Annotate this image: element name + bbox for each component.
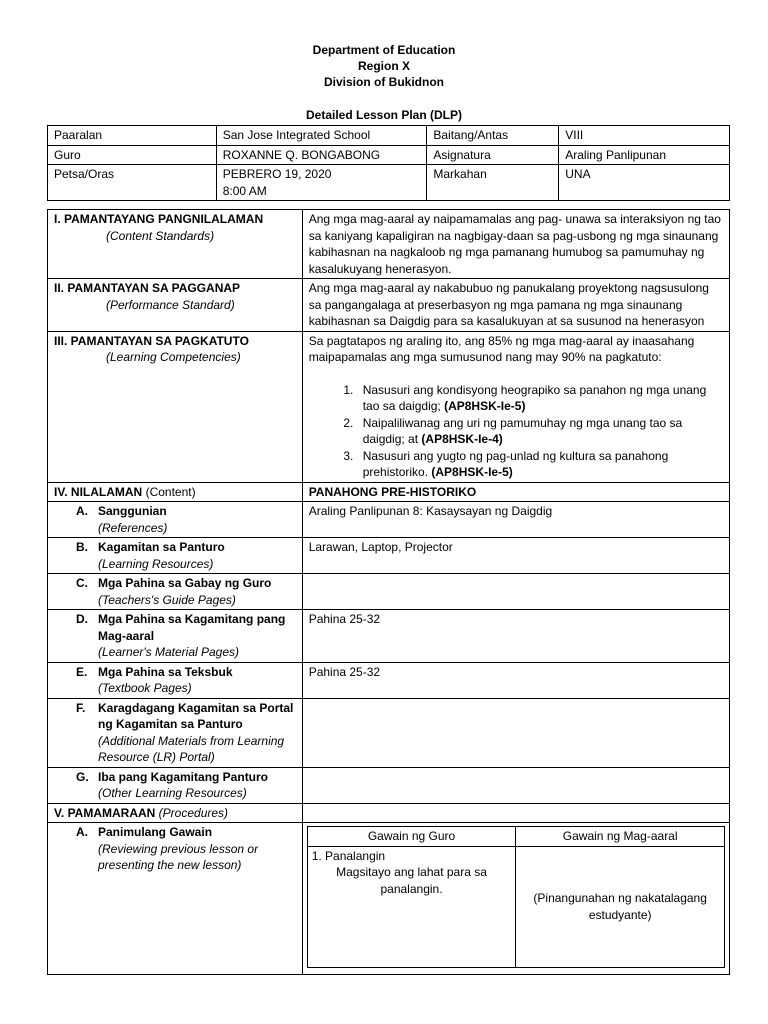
row-learning-competencies	[48, 331, 730, 482]
row-performance-standard	[48, 279, 730, 332]
procedure-activity-table	[307, 826, 725, 968]
item-letter: F.	[76, 700, 86, 715]
paaralan-value: San Jose Integrated School	[216, 126, 427, 146]
panimulang-gawain-title: Panimulang Gawain	[98, 825, 213, 839]
row-teachers-guide	[48, 574, 730, 610]
competency-code: (AP8HSK-Ie-4)	[421, 432, 503, 446]
additional-materials-title: Karagdagang Kagamitan sa Portal ng Kagamitan sa Panturo	[98, 700, 294, 731]
info-row-guro	[48, 145, 730, 165]
item-letter: C.	[76, 576, 88, 590]
item-letter: D.	[76, 612, 88, 626]
item-letter: G.	[76, 769, 89, 784]
section-5-subtitle: (Procedures)	[155, 805, 229, 820]
textbook-subtitle: (Textbook Pages)	[98, 681, 192, 695]
magaaral-step-text: (Pinangunahan ng nakatalagang estudyante)	[533, 891, 707, 922]
row-content	[48, 482, 730, 502]
references-value: Araling Panlipunan 8: Kasaysayan ng Daigdig	[302, 502, 729, 538]
document-header	[0, 42, 768, 90]
item-letter: A.	[76, 825, 88, 839]
markahan-value: UNA	[559, 165, 730, 201]
textbook-value: Pahina 25-32	[302, 662, 729, 698]
section-4-value: PANAHONG PRE-HISTORIKO	[302, 482, 729, 502]
learning-resources-subtitle: (Learning Resources)	[98, 556, 214, 571]
section-2-text: Ang mga mag-aaral ay nakabubuo ng panukalang proyektong nagsusulong sa pangangalaga at preserbasyon ng mga pamana ng mga sinaunang kabihasnan sa Daigdig para sa kasalukuyan at sa susunod na henerasyon	[302, 279, 729, 332]
section-4-title: IV. NILALAMAN	[54, 484, 143, 499]
teachers-guide-title: Mga Pahina sa Gabay ng Guro	[98, 576, 272, 590]
col-header-guro: Gawain ng Guro	[307, 827, 516, 847]
teachers-guide-subtitle: (Teachers's Guide Pages)	[98, 592, 236, 607]
additional-materials-subtitle: (Additional Materials from Learning Resource (LR) Portal)	[98, 733, 285, 764]
section-1-text: Ang mga mag-aaral ay naipamamalas ang pag- unawa sa interaksiyon ng tao sa kaniyang kapaligiran na nagbigay-daan sa pag-usbong ng mga sinaunang kabihasnan na nagkaloob ng mga pamanang humubog sa pamumuhay ng kasalukuyang henerasyon.	[302, 210, 729, 279]
asignatura-label: Asignatura	[427, 145, 559, 165]
baitang-value: VIII	[559, 126, 730, 146]
guro-step-text: Magsitayo ang lahat para sa panalangin.	[336, 865, 487, 896]
info-row-petsa	[48, 165, 730, 201]
petsa-date: PEBRERO 19, 2020	[222, 167, 332, 181]
division-name: Division of Bukidnon	[324, 75, 444, 89]
item-letter: E.	[76, 664, 88, 679]
section-5-title: V. PAMAMARAAN	[54, 805, 156, 820]
petsa-value	[216, 165, 427, 201]
row-additional-materials	[48, 698, 730, 767]
learners-material-title: Mga Pahina sa Kagamitang pang Mag-aaral	[98, 612, 286, 643]
other-resources-title: Iba pang Kagamitang Panturo	[98, 769, 269, 784]
panimulang-gawain-subtitle: (Reviewing previous lesson or presenting the new lesson)	[98, 841, 259, 872]
info-table	[47, 125, 730, 201]
section-3-subtitle: (Learning Competencies)	[106, 350, 241, 364]
guro-value: ROXANNE Q. BONGABONG	[216, 145, 427, 165]
references-title: Sanggunian	[98, 504, 167, 518]
info-row-paaralan	[48, 126, 730, 146]
section-3-title: III. PAMANTAYAN SA PAGKATUTO	[54, 333, 249, 348]
lesson-plan-table	[47, 209, 730, 975]
other-resources-subtitle: (Other Learning Resources)	[98, 786, 247, 800]
learning-resources-value: Larawan, Laptop, Projector	[302, 538, 729, 574]
paaralan-label: Paaralan	[48, 126, 217, 146]
section-4-subtitle: (Content)	[142, 484, 196, 499]
competency-item: 3. Nasusuri ang yugto ng pag-unlad ng kultura sa panahong prehistoriko. (AP8HSK-Ie-5)	[357, 448, 723, 481]
competency-item: 2. Naipaliliwanag ang uri ng pamumuhay ng mga unang tao sa daigdig; at (AP8HSK-Ie-4)	[357, 415, 723, 448]
competency-code: (AP8HSK-Ie-5)	[444, 399, 526, 413]
dlp-title: Detailed Lesson Plan (DLP)	[305, 108, 463, 122]
row-panimulang-gawain	[48, 823, 730, 975]
competency-code: (AP8HSK-Ie-5)	[431, 465, 513, 479]
guro-label: Guro	[48, 145, 217, 165]
section-1-subtitle: (Content Standards)	[106, 228, 215, 243]
teachers-guide-value	[302, 574, 729, 610]
section-2-subtitle: (Performance Standard)	[106, 297, 235, 312]
row-learning-resources	[48, 538, 730, 574]
item-letter: A.	[76, 504, 88, 518]
baitang-label: Baitang/Antas	[427, 126, 559, 146]
col-header-magaaral: Gawain ng Mag-aaral	[516, 827, 725, 847]
row-other-resources	[48, 767, 730, 803]
row-textbook	[48, 662, 730, 698]
section-1-title: I. PAMANTAYANG PANGNILALAMAN	[54, 212, 264, 226]
row-learners-material	[48, 610, 730, 663]
references-subtitle: (References)	[98, 520, 168, 535]
competency-item: 1. Nasusuri ang kondisyong heograpiko sa panahon ng mga unang tao sa daigdig; (AP8HSK-Ie-5)	[357, 382, 723, 415]
item-letter: B.	[76, 540, 88, 554]
learners-material-value: Pahina 25-32	[302, 610, 729, 663]
guro-step-title: 1. Panalangin	[311, 848, 386, 863]
asignatura-value: Araling Panlipunan	[559, 145, 730, 165]
petsa-time: 8:00 AM	[222, 183, 267, 198]
row-references	[48, 502, 730, 538]
activity-header-row	[307, 827, 724, 847]
other-resources-value	[302, 767, 729, 803]
section-3-intro: Sa pagtatapos ng araling ito, ang 85% ng mga mag-aaral ay inaasahang maipapamalas ang mga sumusunod nang may 90% na pagkatuto:	[308, 333, 695, 364]
section-2-title: II. PAMANTAYAN SA PAGGANAP	[54, 281, 241, 295]
competency-list	[309, 382, 723, 481]
row-content-standards	[48, 210, 730, 279]
region-name: Region X	[357, 59, 410, 73]
markahan-label: Markahan	[427, 165, 559, 201]
learning-resources-title: Kagamitan sa Panturo	[98, 540, 225, 554]
department-name: Department of Education	[312, 43, 456, 57]
petsa-label: Petsa/Oras	[48, 165, 217, 201]
learners-material-subtitle: (Learner's Material Pages)	[98, 645, 240, 659]
activity-row	[307, 846, 724, 967]
textbook-title: Mga Pahina sa Teksbuk	[98, 664, 233, 679]
additional-materials-value	[302, 698, 729, 767]
row-procedures	[48, 803, 730, 823]
